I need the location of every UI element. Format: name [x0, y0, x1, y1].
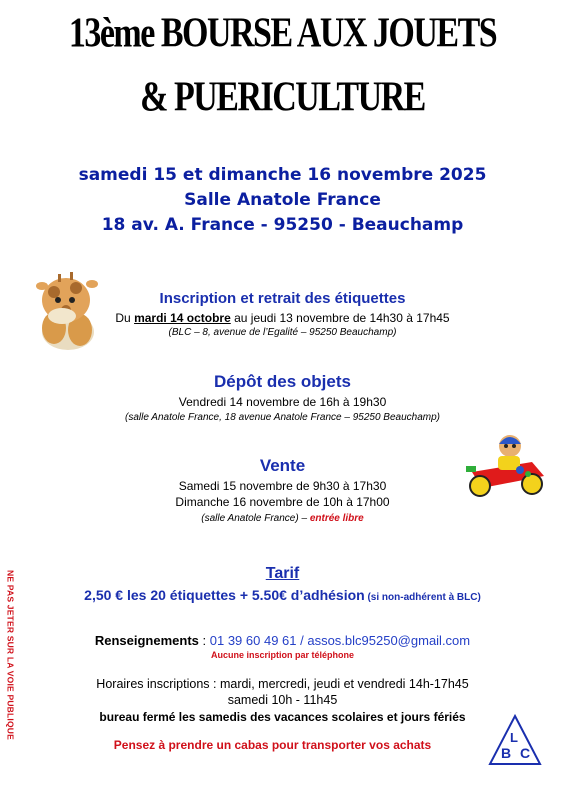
depot-location: (salle Anatole France, 18 avenue Anatole France – 95250 Beauchamp): [124, 412, 440, 423]
tarif-note: (si non-adhérent à BLC): [364, 592, 481, 603]
hours-line2: samedi 10h - 11h45: [227, 693, 338, 707]
do-not-litter-notice: NE PAS JETER SUR LA VOIE PUBLIQUE: [5, 569, 16, 740]
blc-logo-letter-c: C: [520, 745, 531, 761]
depot-time: Vendredi 14 novembre de 16h à 19h30: [178, 395, 387, 409]
bag-reminder: Pensez à prendre un cabas pour transporter vos achats: [113, 738, 432, 752]
inscription-title: Inscription et retrait des étiquettes: [159, 290, 406, 307]
contact-sep: :: [198, 633, 210, 648]
hours-line1: Horaires inscriptions : mardi, mercredi, jeudi et vendredi 14h-17h45: [96, 677, 469, 691]
contact-phone[interactable]: 01 39 60 49 61: [209, 633, 297, 648]
tarif-title: Tarif: [265, 565, 300, 582]
inscription-dates: [0, 311, 565, 326]
vente-title: Vente: [259, 456, 306, 475]
contact-line: [0, 633, 565, 648]
page-title-line2: & PUERICULTURE: [140, 74, 425, 121]
vente-free-entry: entrée libre: [309, 513, 364, 524]
blc-logo-letter-b: B: [501, 745, 512, 761]
contact-email-link[interactable]: assos.blc95250@gmail.com: [307, 633, 471, 648]
event-venue: Salle Anatole France: [184, 190, 381, 210]
inscription-start-date: mardi 14 octobre: [134, 311, 231, 325]
vente-saturday: Samedi 15 novembre de 9h30 à 17h30: [178, 479, 387, 493]
inscription-rest: au jeudi 13 novembre de 14h30 à 17h45: [230, 311, 450, 325]
contact-slash: /: [296, 633, 308, 648]
tarif-price: 2,50 € les 20 étiquettes + 5.50€ d’adhésion: [84, 587, 365, 603]
event-dates: samedi 15 et dimanche 16 novembre 2025: [78, 165, 487, 185]
blc-logo: [486, 712, 544, 770]
tarif-line: [0, 587, 565, 605]
contact-label: Renseignements: [94, 633, 199, 648]
vente-location-text: (salle Anatole France) –: [201, 513, 310, 524]
office-closed-notice: bureau fermé les samedis des vacances scolaires et jours fériés: [99, 710, 466, 724]
depot-title: Dépôt des objets: [214, 372, 351, 391]
page-title-line1: 13ème BOURSE AUX JOUETS: [68, 10, 497, 57]
inscription-prefix: Du: [115, 311, 135, 325]
event-address: 18 av. A. France - 95250 - Beauchamp: [101, 215, 464, 235]
vente-location: [0, 512, 565, 525]
no-phone-notice: Aucune inscription par téléphone: [210, 650, 354, 660]
vente-sunday: Dimanche 16 novembre de 10h à 17h00: [175, 495, 390, 509]
blc-logo-letter-l: L: [510, 730, 518, 745]
inscription-location: (BLC – 8, avenue de l’Egalité – 95250 Beauchamp): [168, 327, 397, 338]
